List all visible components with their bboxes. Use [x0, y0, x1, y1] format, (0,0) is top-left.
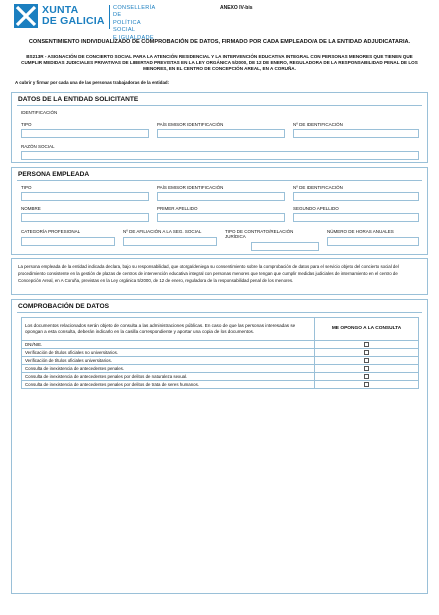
- contract-type-line1: TIPO DE CONTRATO/RELACIÓN: [225, 229, 294, 234]
- oppose-checkbox-criminal-record[interactable]: [364, 366, 369, 371]
- logo-sub-line1: CONSELLERÍA DE: [113, 5, 156, 19]
- category-field[interactable]: [21, 237, 115, 246]
- oppose-checkbox-non-university[interactable]: [364, 350, 369, 355]
- section-divider: [17, 312, 422, 313]
- table-row: [22, 373, 419, 381]
- table-row: [22, 349, 419, 357]
- entity-type-label: TIPO: [21, 122, 32, 127]
- employee-country-label: PAÍS EMISOR IDENTIFICACIÓN: [157, 185, 224, 190]
- table-row: [22, 381, 419, 389]
- business-name-label: RAZÓN SOCIAL: [21, 144, 55, 149]
- document-subtitle: BS213R - ASIGNACIÓN DE CONCIERTO SOCIAL PARA LA ATENCIÓN RESIDENCIAL Y LA INTERVENCIÓN EDUCATIVA INTEGRAL CON PERSONAS MENORES QUE TIENEN QUE CUMPLIR MEDIDAS JUDICIALES PRIVATIVAS DE LIBERTAD PREVISTAS EN LA LEY ORGÁNICA 5/2000, DE 12 DE ENERO, REGULADORA DE LA RESPONSABILIDAD PENAL DE LOS MENORES, EN EL CENTRO DE CONCEPCIÓN AREAL, EN A CORUÑA.: [21, 54, 418, 72]
- table-header-row: [22, 318, 419, 341]
- data-checks-table: [21, 317, 419, 389]
- check-label: Verificación de títulos oficiales universitarios.: [22, 357, 315, 365]
- annual-hours-field[interactable]: [327, 237, 419, 246]
- section-title: COMPROBACIÓN DE DATOS: [18, 303, 109, 310]
- check-label: DNI/NIE.: [22, 341, 315, 349]
- logo-department: [113, 5, 164, 42]
- logo-sub-line3: E IGUALDADE: [113, 34, 154, 41]
- section-title: PERSONA EMPLEADA: [18, 171, 90, 178]
- logo-sub-line2: POLÍTICA SOCIAL: [113, 19, 141, 34]
- check-label: Verificación de títulos oficiales no universitarios.: [22, 349, 315, 357]
- name-field[interactable]: [21, 213, 149, 222]
- business-name-field[interactable]: [21, 151, 419, 160]
- logo-main-text: [42, 5, 105, 27]
- entity-id-field[interactable]: [293, 129, 419, 138]
- entity-section: [11, 92, 428, 163]
- name-label: NOMBRE: [21, 206, 41, 211]
- xunta-emblem-icon: [14, 4, 38, 28]
- check-label: Consulta de inexistencia de antecedentes penales por delitos de naturaleza sexual.: [22, 373, 315, 381]
- ss-number-label: Nº DE AFILIACIÓN A LA SEG. SOCIAL: [123, 229, 202, 234]
- surname1-field[interactable]: [157, 213, 285, 222]
- checkbox-cell: [315, 357, 419, 365]
- checkbox-cell: [315, 341, 419, 349]
- xunta-logo: [14, 4, 164, 41]
- oppose-checkbox-university[interactable]: [364, 358, 369, 363]
- employee-id-field[interactable]: [293, 192, 419, 201]
- consent-section: [11, 258, 428, 295]
- entity-country-field[interactable]: [157, 129, 285, 138]
- employee-type-field[interactable]: [21, 192, 149, 201]
- check-label: Consulta de inexistencia de antecedentes penales.: [22, 365, 315, 373]
- document-title: CONSENTIMIENTO INDIVIDUALIZADO DE COMPROBACIÓN DE DATOS, FIRMADO POR CADA EMPLEADO/A DE LA ENTIDAD ADJUDICATARIA.: [28, 39, 411, 45]
- table-row: [22, 357, 419, 365]
- identification-label: IDENTIFICACIÓN: [21, 110, 58, 115]
- consent-declaration: La persona empleada de la entidad indicada declara, bajo su responsabilidad, que otorga/deniega su consentimiento sobre la comprobación de datos para el servicio objeto del concierto social del procedimiento consistente en la gestión de plazas de centros de intervención educativa integral con personas menores que tengan que cumplir medidas judiciales de internamiento en el centro de Concepción Areal, en A Coruña, previstas en la Ley orgánica 5/2000, de 12 de enero, reguladora de la responsabilidad penal de los menores.: [18, 264, 399, 283]
- checkbox-cell: [315, 381, 419, 389]
- intro-text: A cubrir y firmar por cada una de las personas trabajadoras de la entidad:: [15, 80, 170, 85]
- entity-country-label: PAÍS EMISOR IDENTIFICACIÓN: [157, 122, 224, 127]
- contract-type-field[interactable]: [251, 242, 319, 251]
- check-label: Consulta de inexistencia de antecedentes penales por delitos de trata de seres humanos.: [22, 381, 315, 389]
- oppose-column-header: ME OPONGO A LA CONSULTA: [315, 318, 419, 341]
- checkbox-cell: [315, 349, 419, 357]
- employee-id-label: Nº DE IDENTIFICACIÓN: [293, 185, 343, 190]
- checkbox-cell: [315, 365, 419, 373]
- checks-intro-cell: Los documentos relacionados serán objeto de consulta a las administraciones públicas. En caso de que las personas interesadas se opongan a esta consulta, deberán indicarlo en la casilla correspondiente y aportar una copia de los documentos.: [22, 318, 315, 341]
- surname1-label: PRIMER APELLIDO: [157, 206, 198, 211]
- logo-main-line2: DE GALICIA: [42, 15, 105, 27]
- annex-label: ANEXO IV-bis: [220, 5, 253, 11]
- employee-section: [11, 167, 428, 255]
- entity-id-label: Nº DE IDENTIFICACIÓN: [293, 122, 343, 127]
- ss-number-field[interactable]: [123, 237, 217, 246]
- table-row: [22, 341, 419, 349]
- contract-type-line2: JURÍDICA: [225, 234, 246, 240]
- oppose-checkbox-dni[interactable]: [364, 342, 369, 347]
- entity-type-field[interactable]: [21, 129, 149, 138]
- surname2-label: SEGUNDO APELLIDO: [293, 206, 339, 211]
- logo-main-line1: XUNTA: [42, 4, 79, 16]
- employee-type-label: TIPO: [21, 185, 32, 190]
- table-row: [22, 365, 419, 373]
- section-title: DATOS DE LA ENTIDAD SOLICITANTE: [18, 96, 139, 103]
- annual-hours-label: NÚMERO DE HORAS ANUALES: [327, 229, 394, 234]
- oppose-checkbox-sexual-offences[interactable]: [364, 374, 369, 379]
- employee-country-field[interactable]: [157, 192, 285, 201]
- checkbox-cell: [315, 373, 419, 381]
- section-divider: [17, 105, 422, 106]
- category-label: CATEGORÍA PROFESIONAL: [21, 229, 81, 234]
- surname2-field[interactable]: [293, 213, 419, 222]
- data-checks-section: [11, 299, 428, 594]
- oppose-checkbox-human-trafficking[interactable]: [364, 382, 369, 387]
- section-divider: [17, 180, 422, 181]
- contract-type-label: [225, 229, 293, 240]
- logo-separator: [109, 5, 110, 29]
